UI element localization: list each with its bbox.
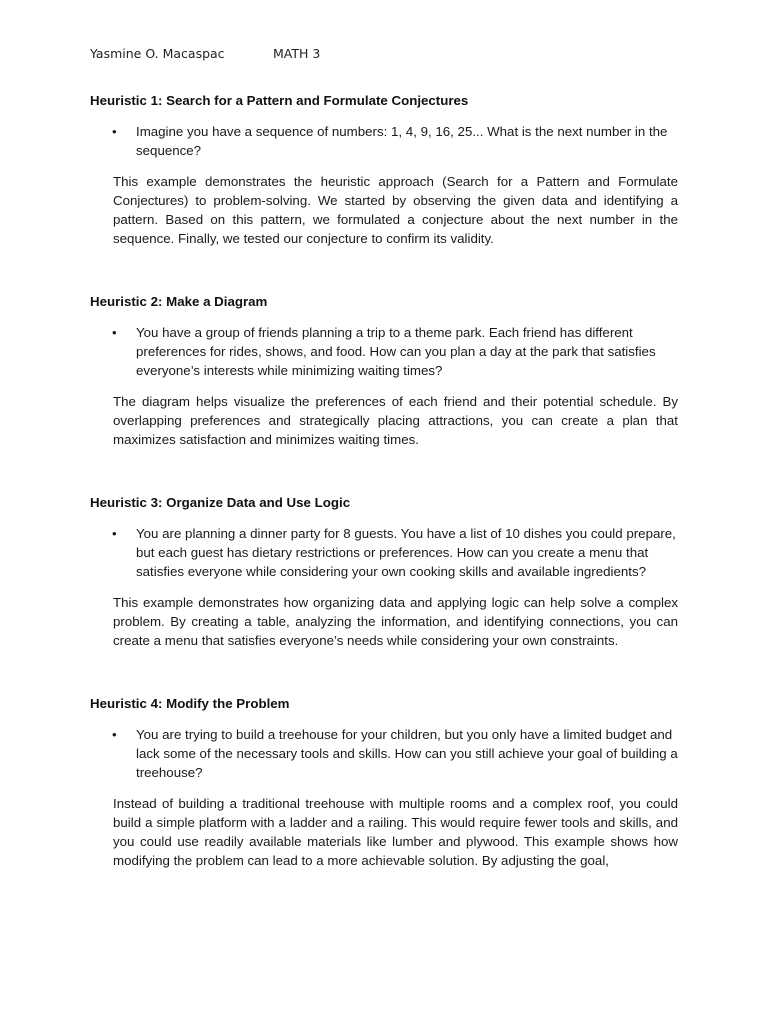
bullet-icon: • <box>112 124 117 139</box>
section-heuristic-2 <box>90 292 678 449</box>
section-paragraph: This example demonstrates how organizing data and applying logic can help solve a complex problem. By creating a table, analyzing the information, and identifying connections, you can create a menu that satisfies everyone’s needs while considering your own constraints. <box>113 595 678 648</box>
bullet-icon: • <box>112 325 117 340</box>
section-heuristic-3 <box>90 493 678 650</box>
section-spacer <box>90 449 678 493</box>
section-paragraph: The diagram helps visualize the preferences of each friend and their potential schedule. By overlapping preferences and strategically placing attractions, you can create a plan that maximizes satisfaction and minimizes waiting times. <box>113 394 678 447</box>
course-name: MATH 3 <box>273 46 321 61</box>
bullet-text: Imagine you have a sequence of numbers: 1, 4, 9, 16, 25... What is the next number in the sequence? <box>136 124 668 158</box>
section-heuristic-4 <box>90 694 678 870</box>
section-heading: Heuristic 4: Modify the Problem <box>90 696 290 711</box>
bullet-icon: • <box>112 727 117 742</box>
section-paragraph: Instead of building a traditional treehouse with multiple rooms and a complex roof, you could build a simple platform with a ladder and a railing. This would require fewer tools and skills, and you could use readily available materials like lumber and plywood. This example shows how modifying the problem can lead to a more achievable solution. By adjusting the goal, <box>113 796 678 868</box>
section-heuristic-1 <box>90 91 678 248</box>
section-spacer <box>90 248 678 292</box>
section-paragraph: This example demonstrates the heuristic approach (Search for a Pattern and Formulate Conjectures) to problem-solving. We started by observing the given data and identifying a pattern. Based on this pattern, we formulated a conjecture about the next number in the sequence. Finally, we tested our conjecture to confirm its validity. <box>113 174 678 246</box>
document-body <box>90 91 678 870</box>
bullet-item <box>90 122 678 160</box>
bullet-text: You are trying to build a treehouse for your children, but you only have a limited budget and lack some of the necessary tools and skills. How can you still achieve your goal of building a treehouse? <box>136 727 678 780</box>
bullet-item <box>90 323 678 380</box>
section-spacer <box>90 650 678 694</box>
section-heading: Heuristic 3: Organize Data and Use Logic <box>90 495 351 510</box>
bullet-text: You have a group of friends planning a trip to a theme park. Each friend has different preferences for rides, shows, and food. How can you plan a day at the park that satisfies everyone’s interests while minimizing waiting times? <box>136 325 656 378</box>
bullet-icon: • <box>112 526 117 541</box>
author-name: Yasmine O. Macaspac <box>90 46 225 61</box>
bullet-text: You are planning a dinner party for 8 guests. You have a list of 10 dishes you could prepare, but each guest has dietary restrictions or preferences. How can you create a menu that satisfies everyone while considering your own cooking skills and available ingredients? <box>136 526 676 579</box>
bullet-item <box>90 725 678 782</box>
section-heading: Heuristic 2: Make a Diagram <box>90 294 268 309</box>
section-heading: Heuristic 1: Search for a Pattern and Formulate Conjectures <box>90 93 469 108</box>
bullet-item <box>90 524 678 581</box>
